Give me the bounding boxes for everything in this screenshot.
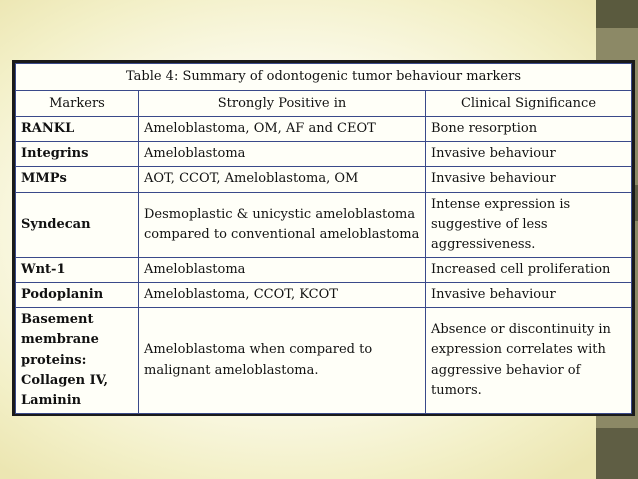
marker-cell: Podoplanin <box>16 283 139 308</box>
summary-table-frame <box>12 60 635 416</box>
positive-cell: AOT, CCOT, Ameloblastoma, OM <box>139 167 426 192</box>
table-row <box>16 283 632 308</box>
table-title: Table 4: Summary of odontogenic tumor behaviour markers <box>16 64 632 91</box>
significance-cell: Intense expression is suggestive of less aggressiveness. <box>426 192 632 257</box>
table-row <box>16 192 632 257</box>
table-row <box>16 257 632 282</box>
header-strongly-positive: Strongly Positive in <box>139 91 426 117</box>
summary-table <box>15 63 632 414</box>
header-clinical-significance: Clinical Significance <box>426 91 632 117</box>
marker-cell: RANKL <box>16 117 139 142</box>
significance-cell: Invasive behaviour <box>426 283 632 308</box>
side-decoration-block-top <box>596 0 638 28</box>
marker-cell: Syndecan <box>16 192 139 257</box>
marker-cell: MMPs <box>16 167 139 192</box>
positive-cell: Ameloblastoma <box>139 257 426 282</box>
positive-cell: Ameloblastoma, OM, AF and CEOT <box>139 117 426 142</box>
significance-cell: Invasive behaviour <box>426 142 632 167</box>
positive-cell: Ameloblastoma, CCOT, KCOT <box>139 283 426 308</box>
table-row <box>16 142 632 167</box>
table-row <box>16 167 632 192</box>
significance-cell: Invasive behaviour <box>426 167 632 192</box>
positive-cell: Ameloblastoma <box>139 142 426 167</box>
table-row <box>16 117 632 142</box>
positive-cell: Ameloblastoma when compared to malignant ameloblastoma. <box>139 308 426 414</box>
significance-cell: Absence or discontinuity in expression correlates with aggressive behavior of tumors. <box>426 308 632 414</box>
side-decoration-block-bottom <box>596 428 638 479</box>
positive-cell: Desmoplastic & unicystic ameloblastoma compared to conventional ameloblastoma <box>139 192 426 257</box>
significance-cell: Bone resorption <box>426 117 632 142</box>
marker-cell: Basement membrane proteins: Collagen IV, Laminin <box>16 308 139 414</box>
header-markers: Markers <box>16 91 139 117</box>
table-row <box>16 308 632 414</box>
marker-cell: Integrins <box>16 142 139 167</box>
marker-cell: Wnt-1 <box>16 257 139 282</box>
significance-cell: Increased cell proliferation <box>426 257 632 282</box>
